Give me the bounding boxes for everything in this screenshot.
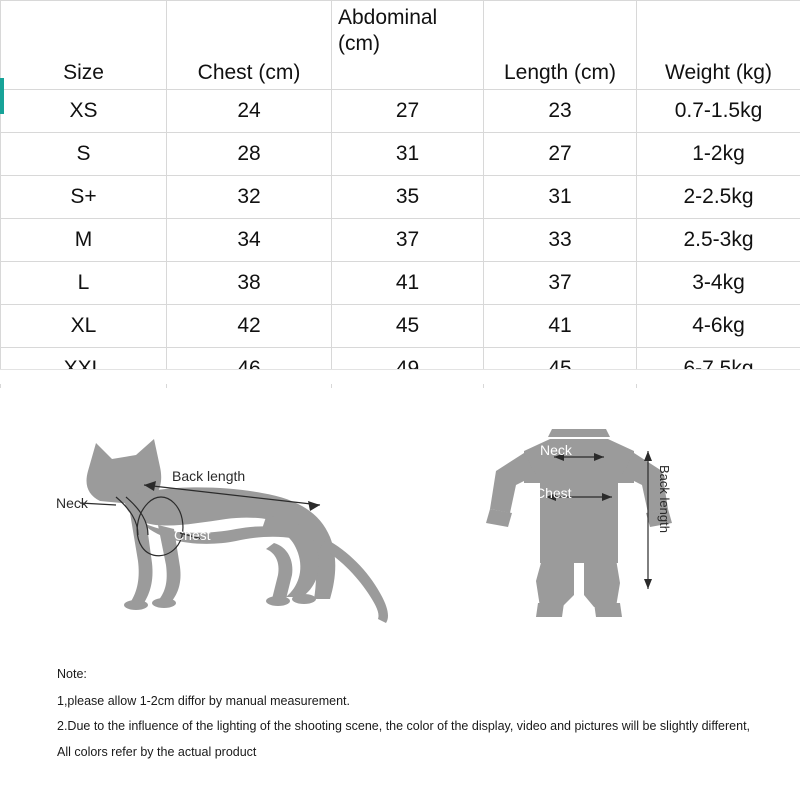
garment-neck-label: Neck [540,442,572,458]
notes-title: Note: [57,667,87,681]
cell-weight: 1-2kg [637,133,800,176]
cat-chest-label: Chest [174,527,211,543]
table-header-row [1,1,800,90]
pet-clothing-silhouette-icon [450,413,730,663]
cell-chest: 28 [167,133,332,176]
cell-length: 23 [484,90,637,133]
cell-abdominal: 35 [332,176,484,219]
note-line-2: 2.Due to the influence of the lighting of the shooting scene, the color of the display, video and pictures will be slightly different, [57,719,751,733]
column-header-chest: Chest (cm) [167,1,332,90]
table-bottom-strip [0,369,800,384]
cell-abdominal: 31 [332,133,484,176]
cell-size: S [1,133,167,176]
table-row [1,305,800,348]
note-line-3: All colors refer by the actual product [57,744,257,759]
cell-abdominal: 37 [332,219,484,262]
table-row [1,219,800,262]
cell-abdominal: 27 [332,90,484,133]
garment-chest-label: Chest [535,485,572,501]
size-chart-container [0,0,800,380]
cell-weight: 0.7-1.5kg [637,90,800,133]
garment-back-length-label: Back length [657,465,672,533]
cell-weight: 2.5-3kg [637,219,800,262]
measurement-illustrations [0,388,800,658]
cell-length: 27 [484,133,637,176]
cell-weight: 4-6kg [637,305,800,348]
note-line-1: 1,please allow 1-2cm diffor by manual measurement. [57,693,350,708]
cell-chest: 34 [167,219,332,262]
column-header-size: Size [1,1,167,90]
cell-size: S+ [1,176,167,219]
cat-neck-label: Neck [56,495,88,511]
cell-size: XS [1,90,167,133]
column-header-weight: Weight (kg) [637,1,800,90]
table-row [1,133,800,176]
cell-chest: 32 [167,176,332,219]
cell-length: 33 [484,219,637,262]
cell-chest: 42 [167,305,332,348]
column-header-length: Length (cm) [484,1,637,90]
cat-back-length-label: Back length [172,468,246,484]
cell-length: 37 [484,262,637,305]
column-header-abdominal: Abdominal (cm) [332,1,484,90]
cell-length: 31 [484,176,637,219]
notes-section [57,668,757,771]
cell-size: L [1,262,167,305]
cell-size: XL [1,305,167,348]
row-highlight-marker [0,78,4,114]
cell-weight: 2-2.5kg [637,176,800,219]
cell-length: 41 [484,305,637,348]
size-chart-table [0,0,800,391]
cell-chest: 24 [167,90,332,133]
table-row [1,262,800,305]
cell-abdominal: 45 [332,305,484,348]
cell-size: M [1,219,167,262]
table-row [1,176,800,219]
cell-chest: 38 [167,262,332,305]
table-row [1,90,800,133]
cell-weight: 3-4kg [637,262,800,305]
cell-abdominal: 41 [332,262,484,305]
cat-silhouette-icon [30,393,430,653]
